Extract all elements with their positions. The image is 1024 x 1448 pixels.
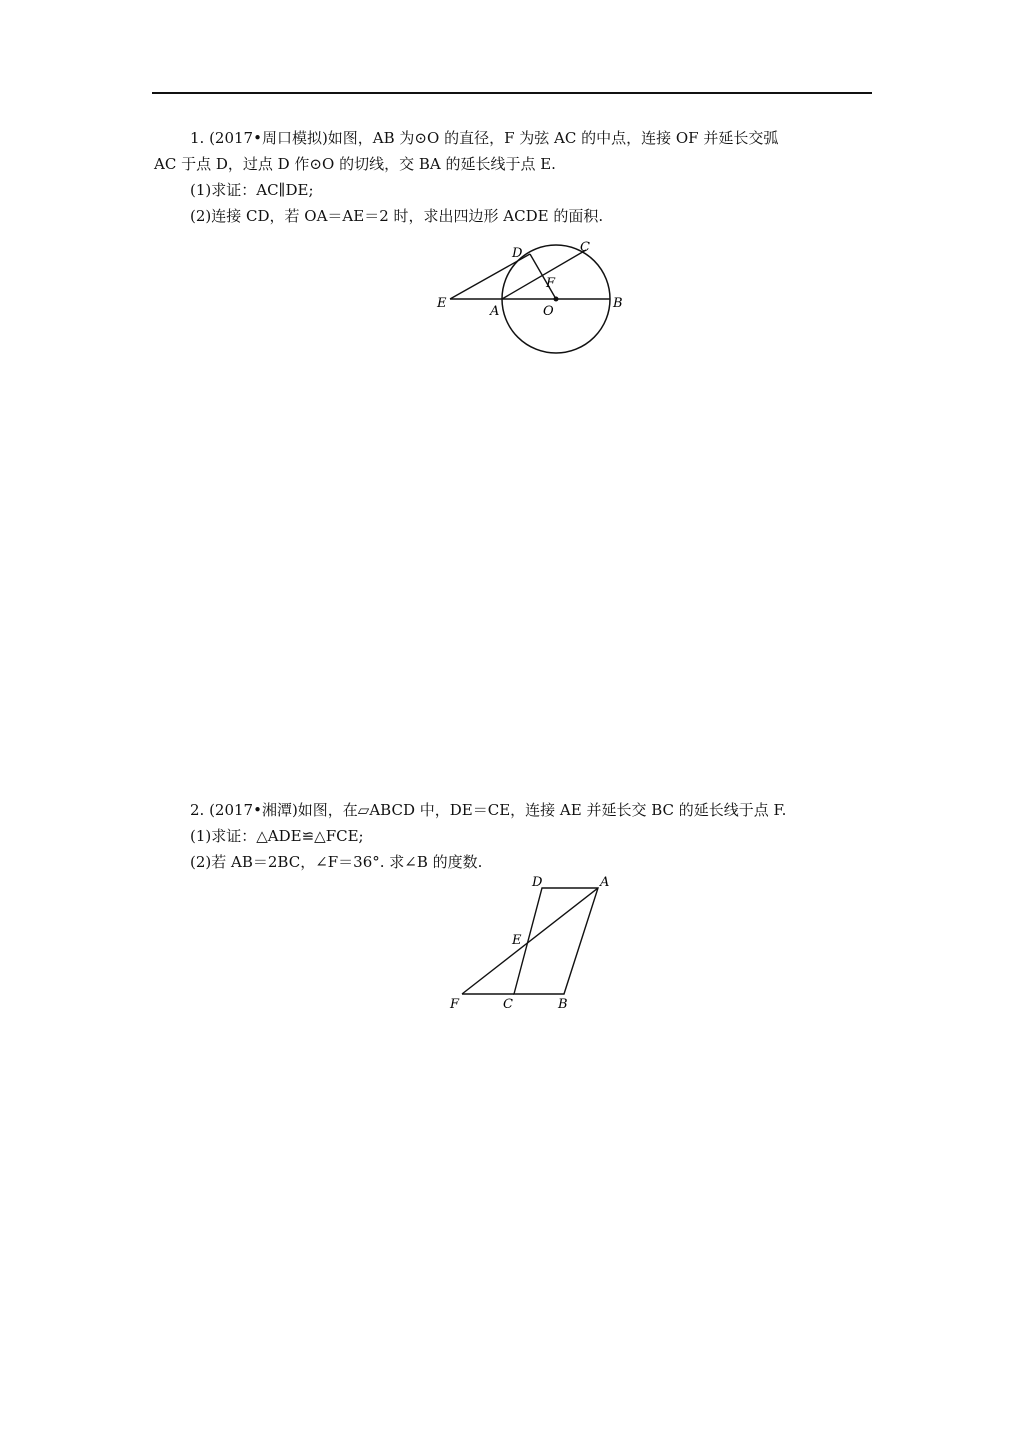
problem-2-part-1: (1)求证：△ADE≌△FCE; bbox=[190, 827, 364, 845]
problem-1-figure bbox=[430, 238, 640, 360]
label-a: A bbox=[490, 304, 500, 319]
point-o bbox=[554, 297, 559, 302]
label-f: F bbox=[450, 997, 460, 1012]
label-f: F bbox=[546, 276, 556, 291]
problem-1-part-1: (1)求证：AC∥DE; bbox=[190, 181, 314, 199]
label-b: B bbox=[558, 997, 568, 1012]
label-a: A bbox=[600, 875, 610, 890]
problem-2-statement-line-1: 2. (2017•湘潭)如图，在▱ABCD 中，DE＝CE，连接 AE 并延长交 BC 的延长线于点 F. bbox=[190, 801, 787, 819]
label-o: O bbox=[543, 304, 554, 319]
problem-1-statement-line-1: 1. (2017•周口模拟)如图，AB 为⊙O 的直径，F 为弦 AC 的中点，连接 OF 并延长交弧 bbox=[190, 129, 779, 147]
label-e: E bbox=[437, 296, 447, 311]
problem-1-statement-line-2: AC 于点 D，过点 D 作⊙O 的切线，交 BA 的延长线于点 E. bbox=[154, 155, 556, 173]
problem-2-part-2: (2)若 AB＝2BC，∠F＝36°. 求∠B 的度数. bbox=[190, 853, 483, 871]
header-rule bbox=[152, 92, 872, 94]
label-d: D bbox=[512, 246, 523, 261]
label-b: B bbox=[613, 296, 623, 311]
problem-1-part-2: (2)连接 CD，若 OA＝AE＝2 时，求出四边形 ACDE 的面积. bbox=[190, 207, 604, 225]
label-d: D bbox=[532, 875, 543, 890]
problem-2-figure bbox=[445, 870, 620, 1015]
problem-2 bbox=[154, 797, 870, 875]
parallelogram-abcd bbox=[514, 888, 598, 994]
segment-fa bbox=[462, 888, 598, 994]
label-c: C bbox=[503, 997, 513, 1012]
label-c: C bbox=[580, 240, 590, 255]
problem-1 bbox=[154, 125, 870, 229]
label-e: E bbox=[512, 933, 522, 948]
